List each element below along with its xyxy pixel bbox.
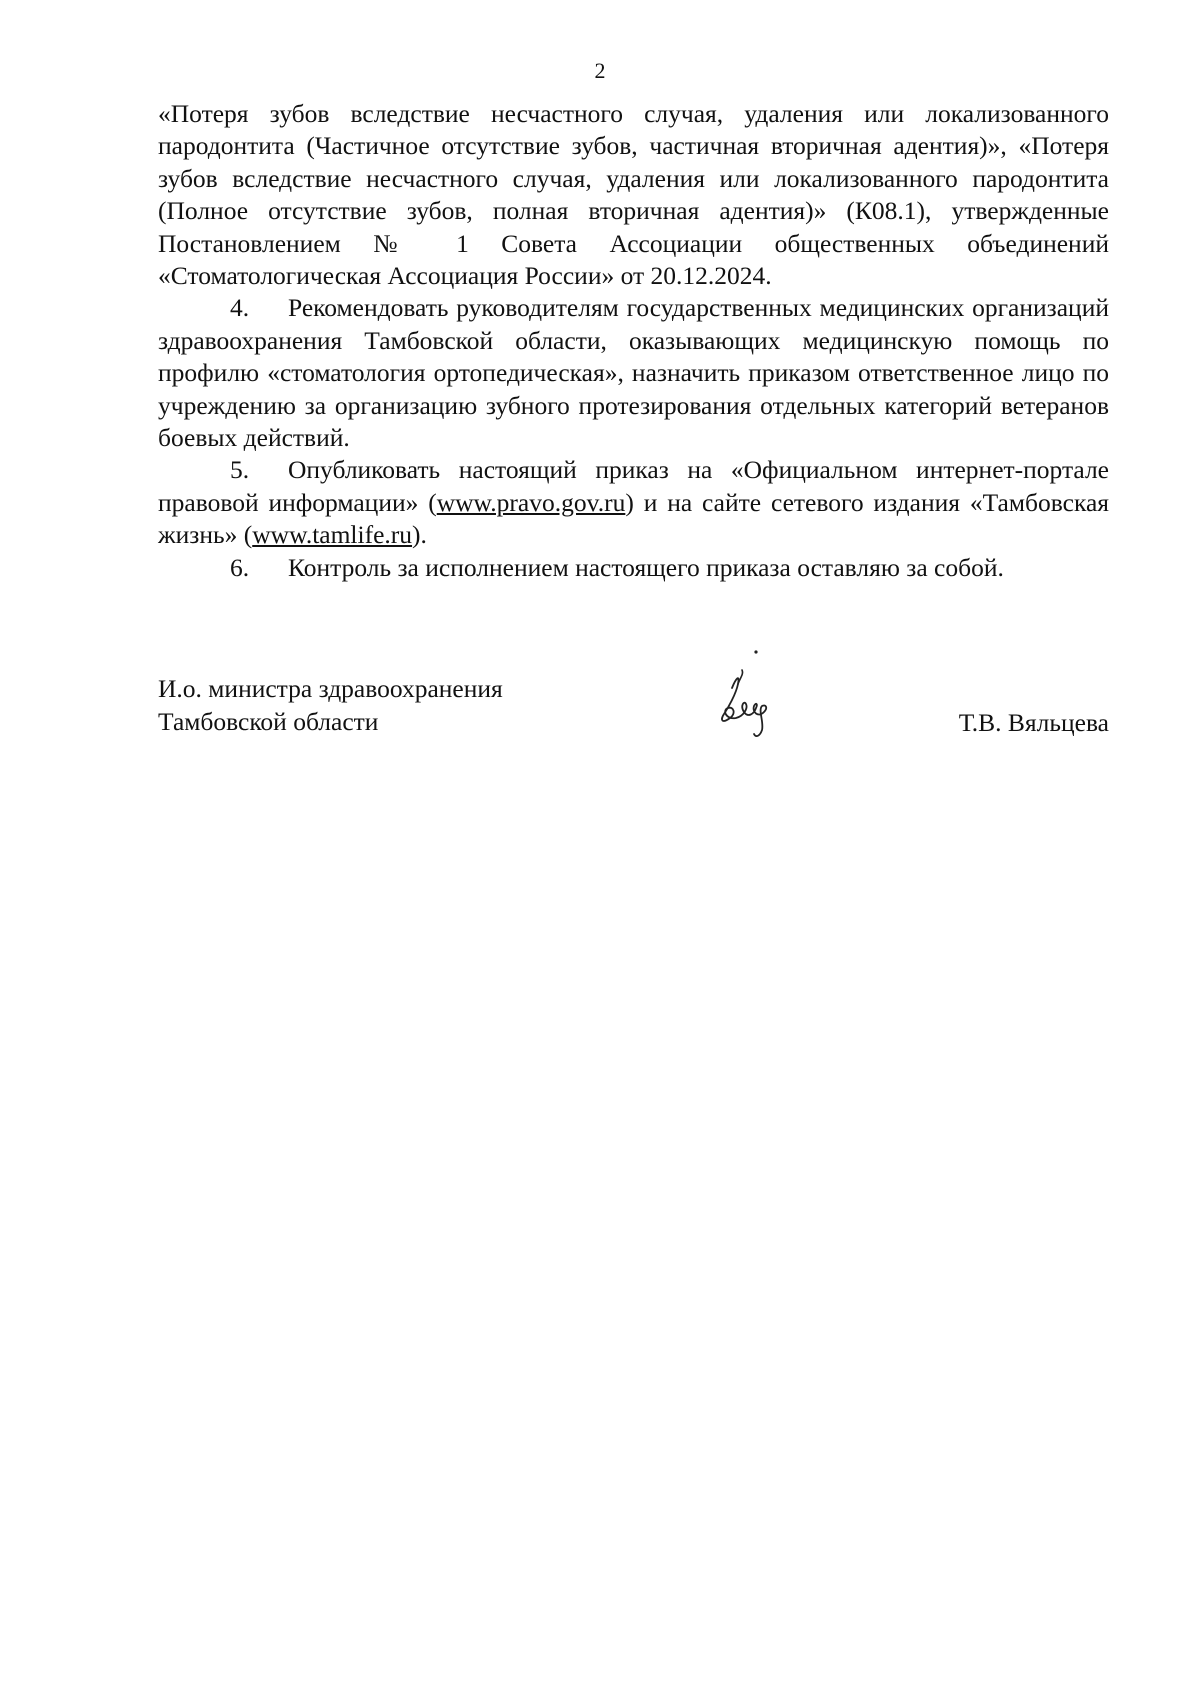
item-4-text: Рекомендовать руководителям государственных медицинских организаций здравоохранения Тамбовской области, оказывающих медицинскую помощь по профилю «стоматология ортопедическая», назначить приказом ответственное лицо по учреждению за организацию зубного протезирования отдельных категорий ветеранов боевых действий. — [158, 293, 1109, 453]
item-4-number: 4. — [230, 293, 250, 323]
signatory-title-line-2: Тамбовской области — [158, 707, 379, 736]
item-5-number: 5. — [230, 455, 250, 485]
handwritten-signature — [698, 648, 808, 748]
item-4-paragraph — [158, 292, 1109, 454]
signatory-name: Т.В. Вяльцева — [958, 708, 1109, 737]
item-5-text-before: Опубликовать настоящий приказ на «Официальном интернет-портале правовой информации» ( — [158, 455, 1109, 517]
item-5-text-middle: ) и на сайте сетевого издания «Тамбовская жизнь» ( — [158, 487, 1109, 550]
intro-paragraph: «Потеря зубов вследствие несчастного случая, удаления или локализованного пародонтита (Частичное отсутствие зубов, частичная вторичная адентия)», «Потеря зубов вследствие несчастного случая, удаления или локализованного пародонтита (Полное отсутствие зубов, полная вторичная адентия)» (К08.1), утвержденные Постановлением № 1 Совета Ассоциации общественных объединений «Стоматологическая Ассоциация России» от 20.12.2024. — [158, 99, 1109, 291]
signature-block — [158, 672, 1109, 762]
item-6-paragraph — [158, 552, 1109, 584]
signatory-title — [158, 672, 503, 738]
item-5-text-after: ). — [412, 520, 427, 550]
item-5-paragraph — [158, 454, 1109, 551]
tamlife-link[interactable]: www.tamlife.ru — [252, 520, 413, 550]
item-6-text: Контроль за исполнением настоящего приказа оставляю за собой. — [288, 552, 1004, 582]
pravo-link[interactable]: www.pravo.gov.ru — [436, 487, 626, 517]
document-body — [158, 98, 1109, 584]
page-number: 2 — [594, 58, 606, 83]
signatory-title-line-1: И.о. министра здравоохранения — [158, 674, 503, 703]
item-6-number: 6. — [230, 552, 250, 582]
